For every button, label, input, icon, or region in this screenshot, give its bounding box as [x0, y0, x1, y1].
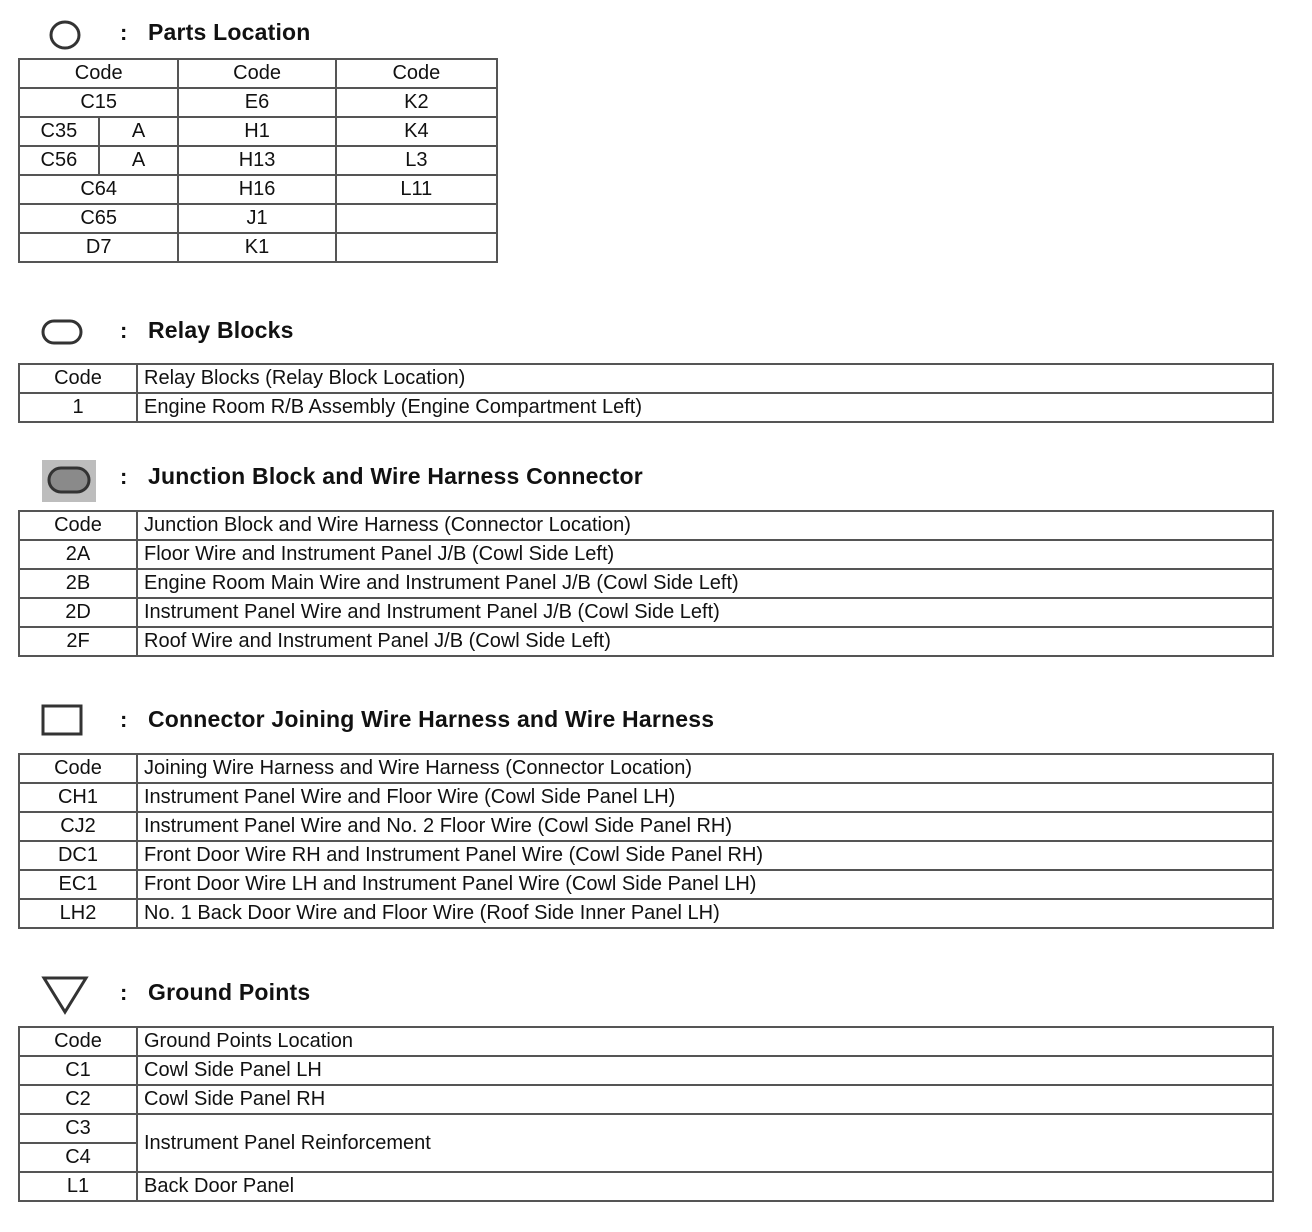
table-header-row — [19, 511, 1273, 540]
triangle-down-icon — [40, 974, 90, 1016]
table-row — [19, 146, 497, 175]
square-icon — [40, 703, 86, 739]
suffix-cell: A — [99, 117, 179, 146]
code-cell: 2A — [19, 540, 137, 569]
table-row — [19, 1085, 1273, 1114]
code-cell: CJ2 — [19, 812, 137, 841]
desc-cell: Front Door Wire LH and Instrument Panel Wire (Cowl Side Panel LH) — [137, 870, 1273, 899]
code-cell — [336, 233, 497, 262]
table-row — [19, 569, 1273, 598]
oval-icon — [40, 318, 86, 348]
code-cell: LH2 — [19, 899, 137, 928]
table-row — [19, 117, 497, 146]
code-cell: C64 — [19, 175, 178, 204]
section-colon: : — [120, 20, 128, 45]
code-cell: 2B — [19, 569, 137, 598]
table-row — [19, 870, 1273, 899]
table-row — [19, 1172, 1273, 1201]
table-row — [19, 393, 1273, 422]
ground-points-table — [18, 1026, 1274, 1202]
code-cell: H1 — [178, 117, 335, 146]
desc-cell: Engine Room R/B Assembly (Engine Compartment Left) — [137, 393, 1273, 422]
table-row — [19, 812, 1273, 841]
section-colon: : — [120, 707, 128, 732]
section-colon: : — [120, 318, 128, 343]
code-cell — [336, 204, 497, 233]
table-row — [19, 598, 1273, 627]
desc-cell: Cowl Side Panel RH — [137, 1085, 1273, 1114]
table-row — [19, 899, 1273, 928]
code-cell: D7 — [19, 233, 178, 262]
header-cell: Code — [178, 59, 335, 88]
section-title: Junction Block and Wire Harness Connector — [148, 463, 643, 489]
relay-blocks-table — [18, 363, 1274, 423]
parts-location-table — [18, 58, 498, 263]
code-cell: K1 — [178, 233, 335, 262]
suffix-cell: A — [99, 146, 179, 175]
code-cell: C56 — [19, 146, 99, 175]
code-cell: C4 — [19, 1143, 137, 1172]
section-colon: : — [120, 980, 128, 1005]
connector-joining-header — [0, 701, 1312, 741]
table-row — [19, 204, 497, 233]
table-row — [19, 88, 497, 117]
code-cell: J1 — [178, 204, 335, 233]
section-title: Ground Points — [148, 979, 311, 1005]
table-row — [19, 233, 497, 262]
code-cell: DC1 — [19, 841, 137, 870]
desc-cell: Instrument Panel Wire and Instrument Panel J/B (Cowl Side Left) — [137, 598, 1273, 627]
header-desc-cell: Ground Points Location — [137, 1027, 1273, 1056]
table-header-row — [19, 1027, 1273, 1056]
code-cell: C1 — [19, 1056, 137, 1085]
code-cell: L1 — [19, 1172, 137, 1201]
table-row — [19, 627, 1273, 656]
code-cell: H13 — [178, 146, 335, 175]
table-header-row — [19, 364, 1273, 393]
section-title: Relay Blocks — [148, 317, 294, 343]
code-cell: 2D — [19, 598, 137, 627]
header-code-cell: Code — [19, 364, 137, 393]
table-row — [19, 1056, 1273, 1085]
code-cell: CH1 — [19, 783, 137, 812]
desc-cell: Cowl Side Panel LH — [137, 1056, 1273, 1085]
desc-cell: Back Door Panel — [137, 1172, 1273, 1201]
code-cell: 1 — [19, 393, 137, 422]
header-cell: Code — [19, 59, 178, 88]
circle-icon — [46, 18, 84, 52]
parts-location-header — [0, 14, 1312, 54]
section-colon: : — [120, 464, 128, 489]
desc-cell: Instrument Panel Wire and Floor Wire (Cowl Side Panel LH) — [137, 783, 1273, 812]
desc-cell: Floor Wire and Instrument Panel J/B (Cowl Side Left) — [137, 540, 1273, 569]
ground-points-header — [0, 974, 1312, 1014]
table-header-row — [19, 59, 497, 88]
shaded-oval-icon — [40, 458, 98, 504]
code-cell: L11 — [336, 175, 497, 204]
header-cell: Code — [336, 59, 497, 88]
junction-block-table — [18, 510, 1274, 657]
code-cell: C35 — [19, 117, 99, 146]
table-row — [19, 841, 1273, 870]
connector-joining-table — [18, 753, 1274, 929]
code-cell: H16 — [178, 175, 335, 204]
desc-cell: Engine Room Main Wire and Instrument Panel J/B (Cowl Side Left) — [137, 569, 1273, 598]
header-desc-cell: Joining Wire Harness and Wire Harness (Connector Location) — [137, 754, 1273, 783]
code-cell: E6 — [178, 88, 335, 117]
section-title: Parts Location — [148, 19, 311, 45]
desc-cell: No. 1 Back Door Wire and Floor Wire (Roof Side Inner Panel LH) — [137, 899, 1273, 928]
junction-block-header — [0, 458, 1312, 498]
table-row — [19, 783, 1273, 812]
table-row — [19, 175, 497, 204]
table-header-row — [19, 754, 1273, 783]
code-cell: K4 — [336, 117, 497, 146]
relay-blocks-header — [0, 312, 1312, 352]
code-cell: L3 — [336, 146, 497, 175]
table-row — [19, 1114, 1273, 1143]
code-cell: C15 — [19, 88, 178, 117]
code-cell: EC1 — [19, 870, 137, 899]
code-cell: C65 — [19, 204, 178, 233]
desc-cell: Instrument Panel Reinforcement — [137, 1114, 1273, 1172]
code-cell: C2 — [19, 1085, 137, 1114]
section-title: Connector Joining Wire Harness and Wire Harness — [148, 706, 715, 732]
header-desc-cell: Junction Block and Wire Harness (Connector Location) — [137, 511, 1273, 540]
desc-cell: Instrument Panel Wire and No. 2 Floor Wire (Cowl Side Panel RH) — [137, 812, 1273, 841]
table-row — [19, 540, 1273, 569]
header-desc-cell: Relay Blocks (Relay Block Location) — [137, 364, 1273, 393]
code-cell: C3 — [19, 1114, 137, 1143]
code-cell: K2 — [336, 88, 497, 117]
header-code-cell: Code — [19, 754, 137, 783]
header-code-cell: Code — [19, 511, 137, 540]
header-code-cell: Code — [19, 1027, 137, 1056]
code-cell: 2F — [19, 627, 137, 656]
desc-cell: Front Door Wire RH and Instrument Panel Wire (Cowl Side Panel RH) — [137, 841, 1273, 870]
desc-cell: Roof Wire and Instrument Panel J/B (Cowl Side Left) — [137, 627, 1273, 656]
